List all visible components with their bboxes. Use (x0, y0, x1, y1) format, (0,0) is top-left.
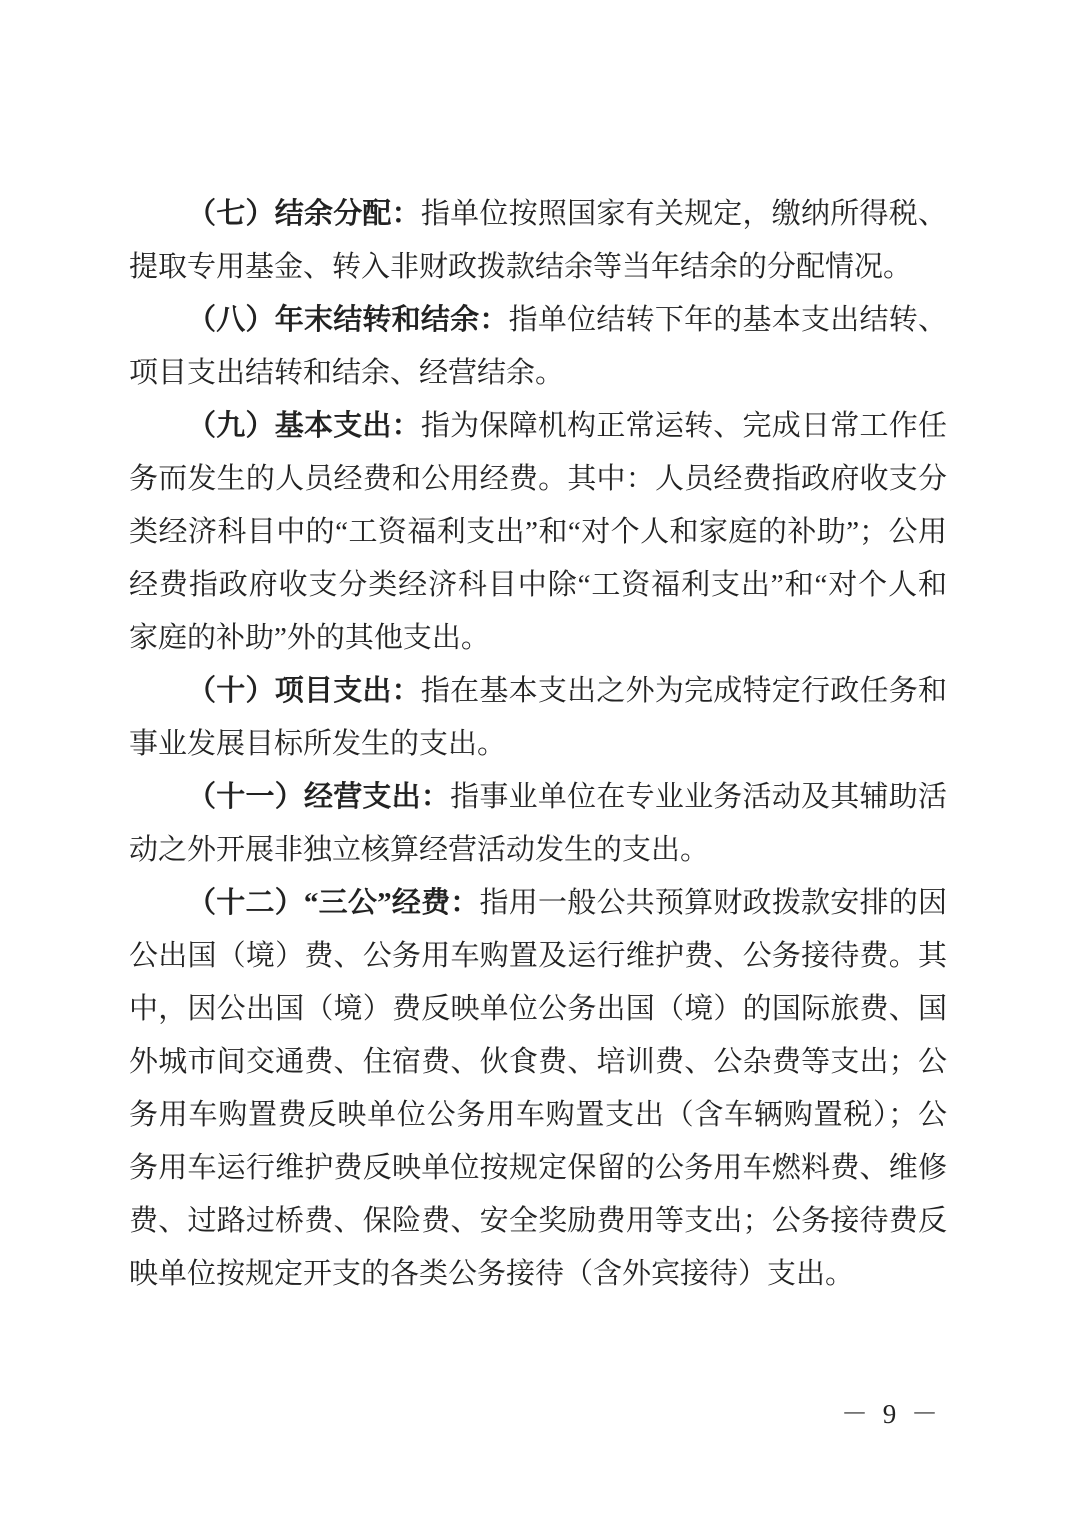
term-heading: （八）年末结转和结余： (187, 304, 509, 336)
term-heading: （十一）经营支出： (187, 781, 451, 813)
term-definition: 指在基本支出之外为完成特定行政任务和事业发展目标所发生的支出。 (129, 675, 947, 760)
paragraph-9 (129, 400, 947, 665)
term-definition: 指单位按照国家有关规定，缴纳所得税、提取专用基金、转入非财政拨款结余等当年结余的分配情况。 (129, 198, 947, 283)
term-heading: （十二）“三公”经费： (187, 887, 480, 919)
term-definition: 指用一般公共预算财政拨款安排的因公出国（境）费、公务用车购置及运行维护费、公务接待费。其中，因公出国（境）费反映单位公务出国（境）的国际旅费、国外城市间交通费、住宿费、伙食费、培训费、公杂费等支出；公务用车购置费反映单位公务用车购置支出（含车辆购置税）；公务用车运行维护费反映单位按规定保留的公务用车燃料费、维修费、过路过桥费、保险费、安全奖励费用等支出；公务接待费反映单位按规定开支的各类公务接待（含外宾接待）支出。 (129, 887, 947, 1290)
paragraph-11 (129, 771, 947, 877)
term-heading: （十）项目支出： (187, 675, 421, 707)
document-body (129, 188, 947, 1301)
paragraph-8 (129, 294, 947, 400)
term-definition: 指事业单位在专业业务活动及其辅助活动之外开展非独立核算经营活动发生的支出。 (129, 781, 947, 866)
page-number: － 9 － (841, 1399, 942, 1429)
term-definition: 指为保障机构正常运转、完成日常工作任务而发生的人员经费和公用经费。其中：人员经费指政府收支分类经济科目中的“工资福利支出”和“对个人和家庭的补助”；公用经费指政府收支分类经济科目中除“工资福利支出”和“对个人和家庭的补助”外的其他支出。 (129, 410, 947, 654)
term-heading: （七）结余分配： (187, 198, 421, 230)
term-heading: （九）基本支出： (187, 410, 421, 442)
term-definition: 指单位结转下年的基本支出结转、项目支出结转和结余、经营结余。 (129, 304, 947, 389)
paragraph-7 (129, 188, 947, 294)
paragraph-10 (129, 665, 947, 771)
paragraph-12 (129, 877, 947, 1301)
